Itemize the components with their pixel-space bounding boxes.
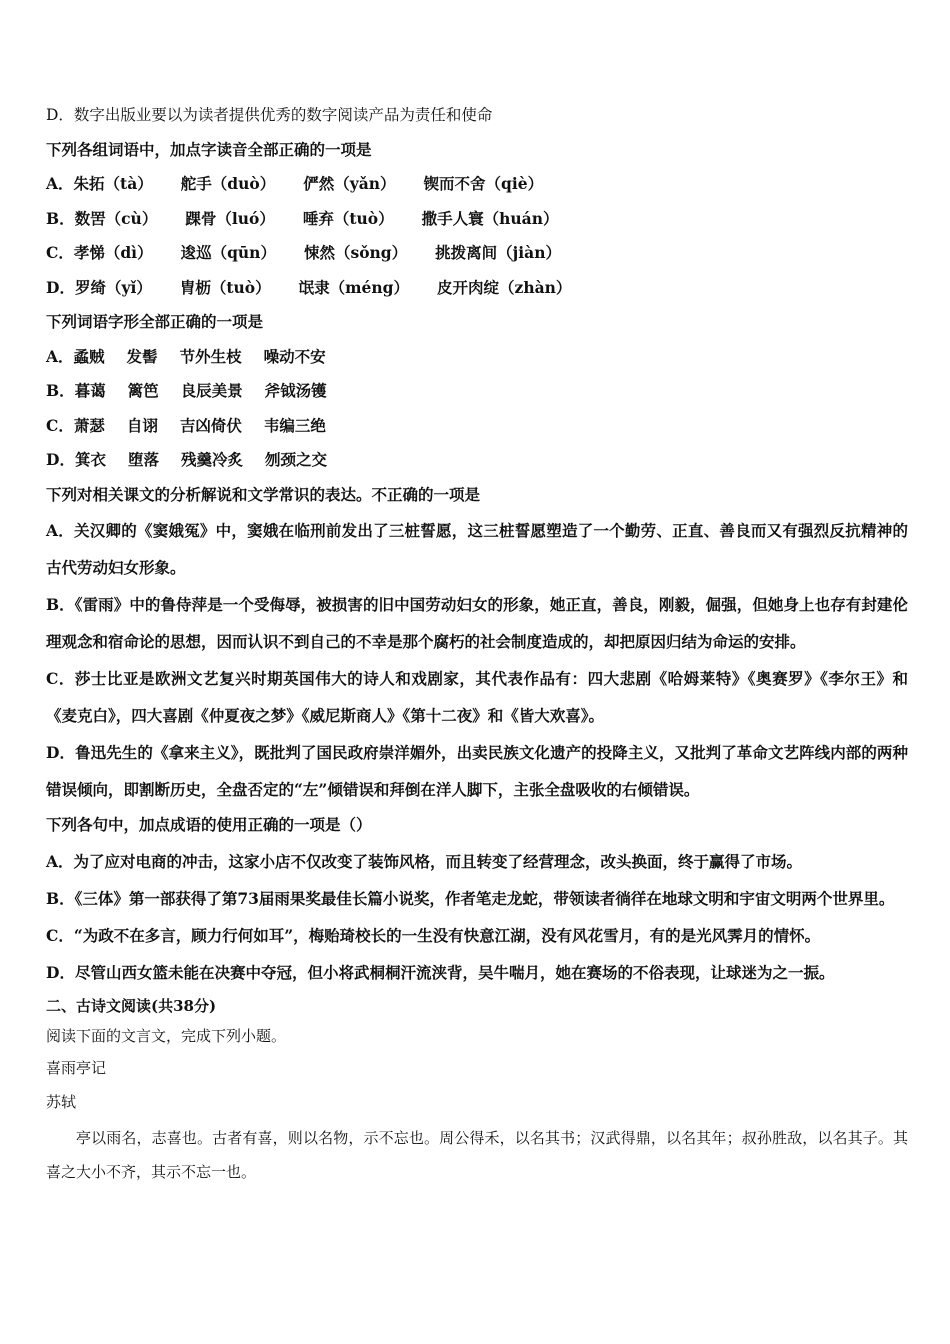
prev-question-option-d: D．数字出版业要以为读者提供优秀的数字阅读产品为责任和使命 bbox=[46, 106, 493, 124]
essay-author: 苏轼 bbox=[46, 1092, 77, 1111]
q2-option-b: B．暮蔼 篱笆 良辰美景 斧钺汤镬 bbox=[46, 381, 327, 400]
section-instruction: 阅读下面的文言文，完成下列小题。 bbox=[46, 1026, 287, 1045]
q2-option-d: D．箕衣 堕落 残羹冷炙 刎颈之交 bbox=[46, 450, 328, 469]
q3-stem: 下列对相关课文的分析解说和文学常识的表达。不正确的一项是 bbox=[46, 484, 481, 504]
q4-option-c: C．“为政不在多言，顾力行何如耳”，梅贻琦校长的一生没有快意江湖，没有风花雪月，有的是光风霁月的情怀。 bbox=[46, 925, 821, 945]
q2-stem: 下列词语字形全部正确的一项是 bbox=[46, 312, 264, 331]
document-page bbox=[46, 98, 908, 1189]
q2-option-a: A．蟊贼 发髻 节外生枝 噪动不安 bbox=[46, 346, 326, 366]
q1-option-d: D．罗绮（yǐ） 胄枥（tuò） 氓隶（méng） 皮开肉绽（zhàn） bbox=[46, 277, 572, 297]
q1-option-a: A．朱拓（tà） 舵手（duò） 俨然（yǎn） 锲而不舍（qiè） bbox=[46, 174, 544, 193]
q2-option-c: C．萧瑟 自诩 吉凶倚伏 韦编三绝 bbox=[46, 415, 326, 435]
essay-title: 喜雨亭记 bbox=[46, 1058, 107, 1077]
q4-stem: 下列各句中，加点成语的使用正确的一项是（） bbox=[46, 815, 372, 834]
q3-option-b: B．《雷雨》中的鲁侍萍是一个受侮辱，被损害的旧中国劳动妇女的形象，她正直，善良，刚毅，倔强，但她身上也存有封建伦理观念和宿命论的思想，因而认识不到自己的不幸是那个腐朽的社会制度造成的，却把原因归结为命运的安排。 bbox=[46, 595, 908, 651]
q3-option-c: C．莎士比亚是欧洲文艺复兴时期英国伟大的诗人和戏剧家，其代表作品有：四大悲剧《哈姆莱特》《奥赛罗》《李尔王》和《麦克白》，四大喜剧《仲夏夜之梦》《威尼斯商人》《第十二夜》和《皆大欢喜》。 bbox=[46, 669, 908, 725]
q1-stem: 下列各组词语中，加点字读音全部正确的一项是 bbox=[46, 139, 372, 159]
essay-paragraph: 亭以雨名，志喜也。古者有喜，则以名物，示不忘也。周公得禾，以名其书；汉武得鼎，以名其年；叔孙胜敌，以名其子。其喜之大小不齐，其示不忘一也。 bbox=[46, 1128, 908, 1181]
q1-option-b: B．数罟（cù） 踝骨（luó） 唾弃（tuò） 撒手人寰（huán） bbox=[46, 208, 559, 228]
section-heading: 二、古诗文阅读(共38分) bbox=[46, 996, 217, 1015]
q1-option-c: C．孝悌（dì） 逡巡（qūn） 悚然（sǒng） 挑拨离间（jiàn） bbox=[46, 243, 561, 262]
q4-option-d: D．尽管山西女篮未能在决赛中夺冠，但小将武桐桐汗流浃背，吴牛喘月，她在赛场的不俗表现，让球迷为之一振。 bbox=[46, 962, 835, 982]
q4-option-b: B．《三体》第一部获得了第73届雨果奖最佳长篇小说奖，作者笔走龙蛇，带领读者徜徉在地球文明和宇宙文明两个世界里。 bbox=[46, 888, 895, 908]
q3-option-a: A．关汉卿的《窦娥冤》中，窦娥在临刑前发出了三桩誓愿，这三桩誓愿塑造了一个勤劳、正直、善良而又有强烈反抗精神的古代劳动妇女形象。 bbox=[46, 521, 908, 577]
q4-option-a: A．为了应对电商的冲击，这家小店不仅改变了装饰风格，而且转变了经营理念，改头换面，终于赢得了市场。 bbox=[46, 851, 803, 871]
q3-option-d: D．鲁迅先生的《拿来主义》，既批判了国民政府崇洋媚外，出卖民族文化遗产的投降主义，又批判了革命文艺阵线内部的两种错误倾向，即割断历史，全盘否定的“左”倾错误和拜倒在洋人脚下，主张全盘吸收的右倾错误。 bbox=[46, 743, 908, 799]
